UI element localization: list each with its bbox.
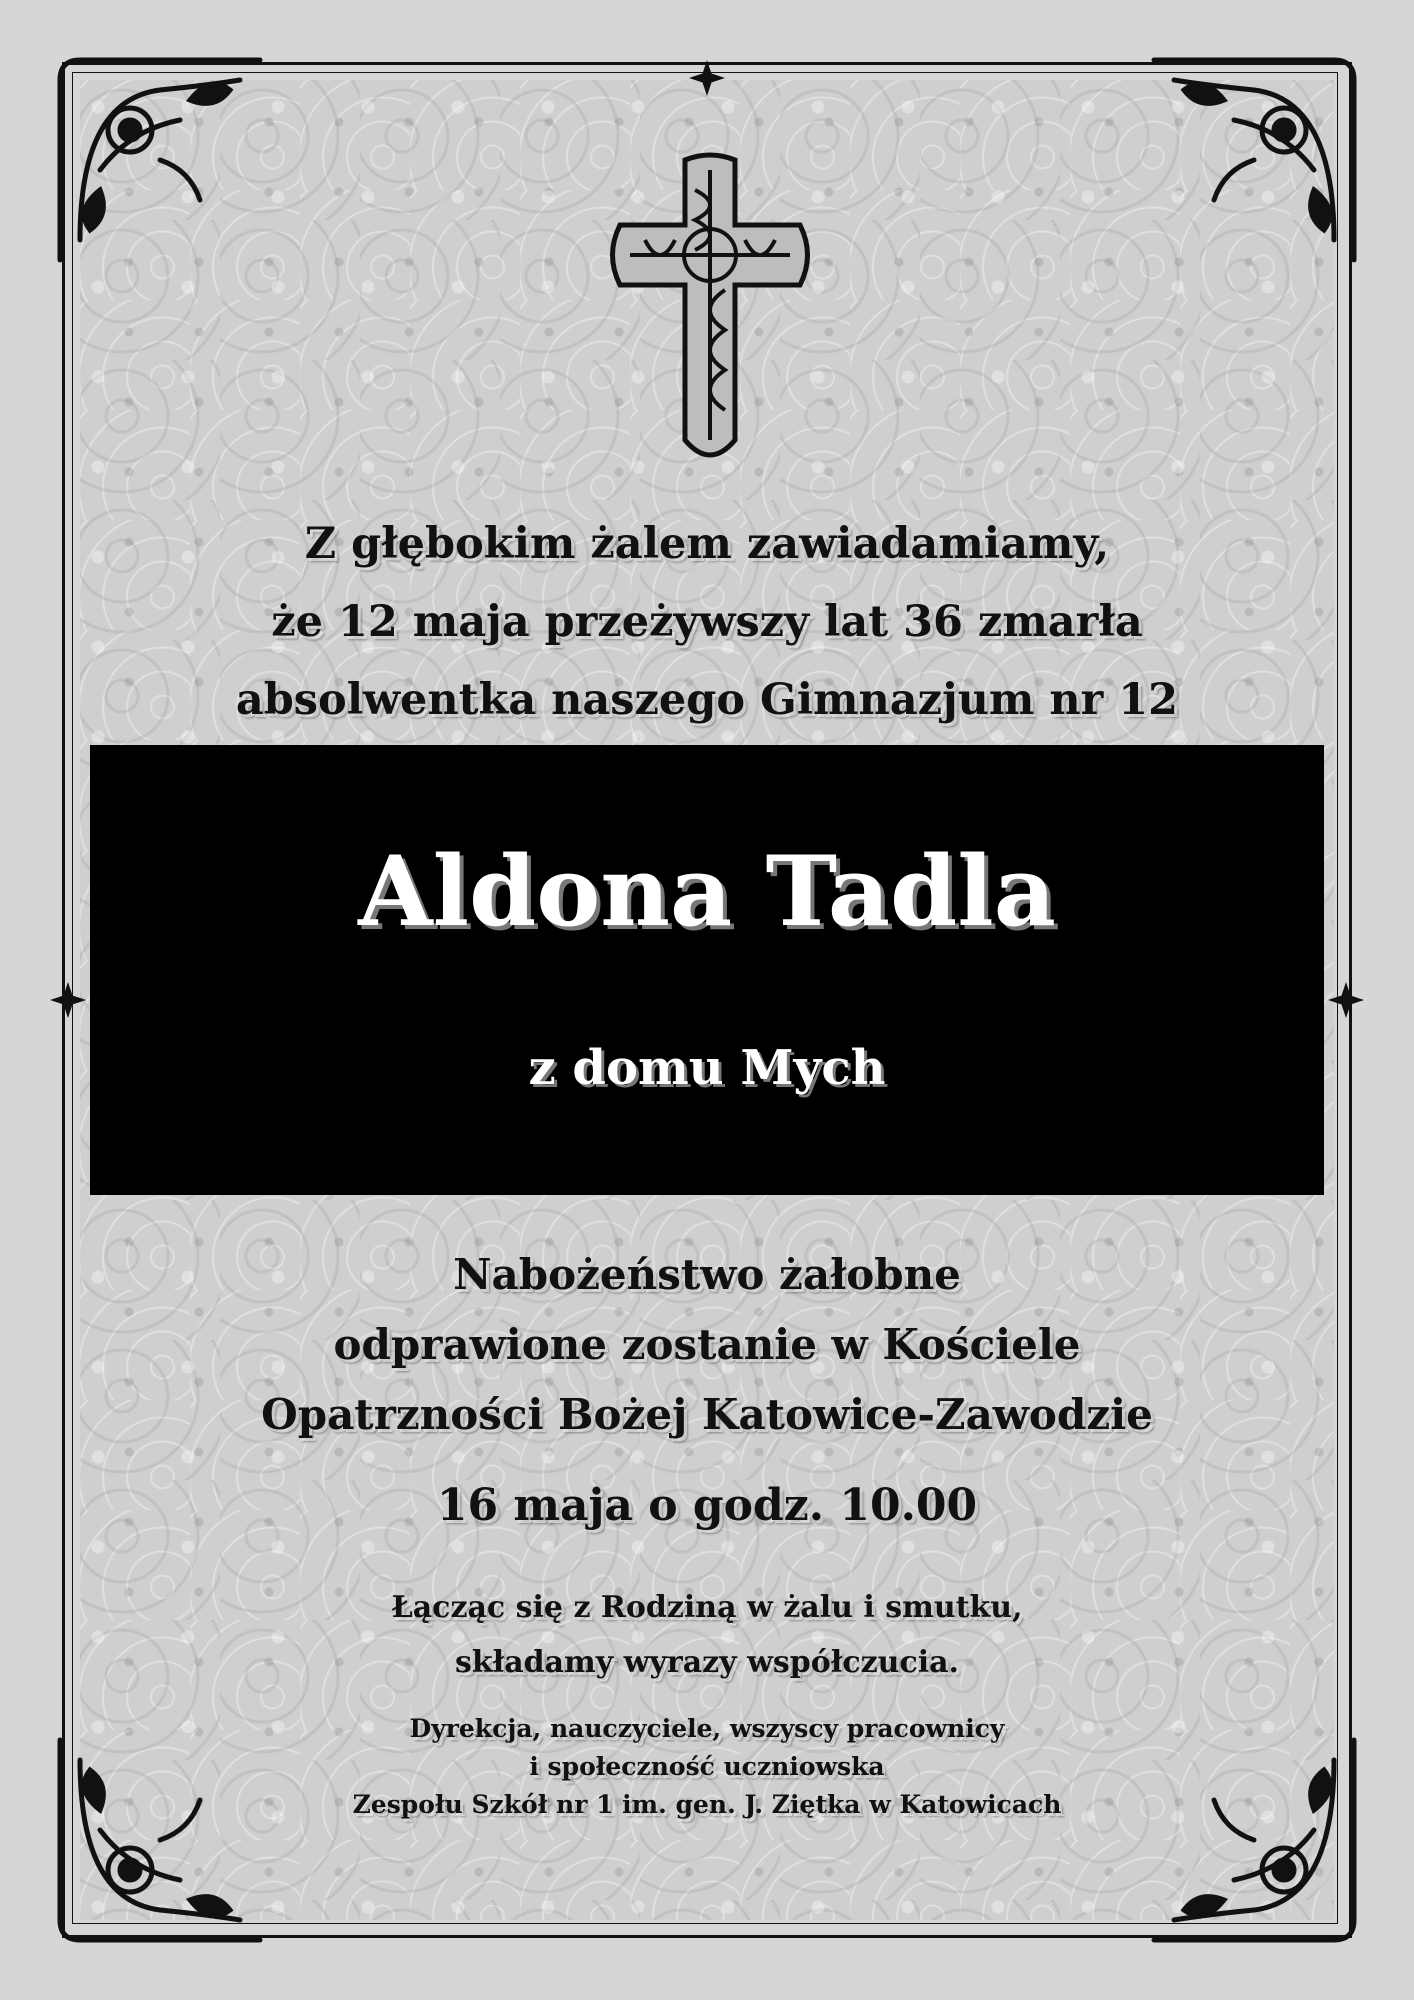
service-line: Opatrzności Bożej Katowice-Zawodzie: [261, 1390, 1153, 1439]
funeral-service-info: [90, 1240, 1324, 1450]
signature-line: i społeczność uczniowska: [529, 1752, 885, 1781]
diamond-ornament-icon: [1326, 980, 1366, 1020]
diamond-ornament-icon: [48, 980, 88, 1020]
service-line: odprawione zostanie w Kościele: [333, 1320, 1081, 1369]
name-band: [90, 745, 1324, 1195]
signature-line: Dyrekcja, nauczyciele, wszyscy pracownicy: [409, 1714, 1005, 1743]
ornate-cross-icon: [605, 150, 815, 470]
announcement-intro: [90, 505, 1324, 739]
intro-line: absolwentka naszego Gimnazjum nr 12: [235, 675, 1179, 725]
diamond-ornament-icon: [687, 58, 727, 98]
condolence-line: Łącząc się z Rodziną w żalu i smutku,: [391, 1590, 1023, 1625]
service-line: Nabożeństwo żałobne: [453, 1250, 961, 1299]
intro-line: że 12 maja przeżywszy lat 36 zmarła: [271, 597, 1143, 647]
maiden-name: z domu Mych: [528, 1040, 886, 1096]
signature: [90, 1710, 1324, 1824]
condolence-line: składamy wyrazy współczucia.: [454, 1645, 959, 1680]
condolence-message: [90, 1580, 1324, 1690]
deceased-name: Aldona Tadla: [358, 835, 1056, 948]
service-date: 16 maja o godz. 10.00: [436, 1480, 978, 1531]
floral-corner-ornament: [40, 40, 270, 270]
intro-line: Z głębokim żalem zawiadamiamy,: [304, 519, 1110, 569]
floral-corner-ornament: [1144, 40, 1374, 270]
signature-line: Zespołu Szkół nr 1 im. gen. J. Ziętka w Katowicach: [352, 1790, 1062, 1819]
